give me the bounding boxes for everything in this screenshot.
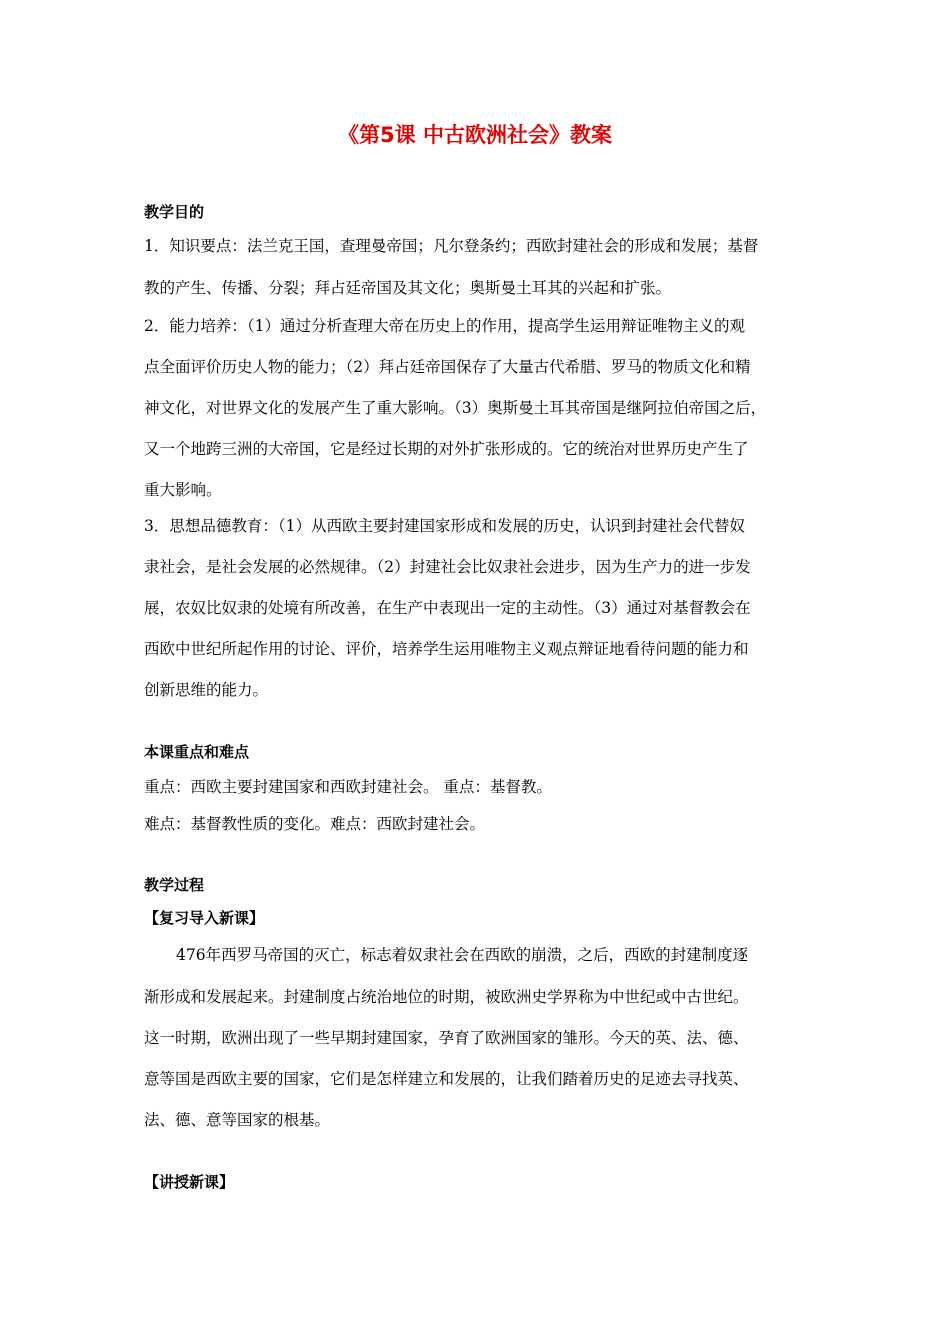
review-line: 这一时期，欧洲出现了一些早期封建国家，孕育了欧洲国家的雏形。今天的英、法、德、: [144, 1029, 749, 1047]
objectives-line: 3．思想品德教育：（1）从西欧主要封建国家形成和发展的历史，认识到封建社会代替奴: [144, 517, 745, 535]
keypoints-line: 难点：基督教性质的变化。难点：西欧封建社会。: [144, 815, 486, 833]
objectives-heading: 教学目的: [144, 203, 205, 221]
objectives-line: 神文化，对世界文化的发展产生了重大影响。（3）奥斯曼土耳其帝国是继阿拉伯帝国之后，: [144, 399, 767, 417]
objectives-line: 1．知识要点：法兰克王国，查理曼帝国；凡尔登条约；西欧封建社会的形成和发展；基督: [144, 237, 759, 255]
objectives-line: 教的产生、传播、分裂；拜占廷帝国及其文化；奥斯曼土耳其的兴起和扩张。: [144, 279, 672, 297]
objectives-line: 西欧中世纪所起作用的讨论、评价，培养学生运用唯物主义观点辩证地看待问题的能力和: [144, 640, 749, 658]
review-line: 476年西罗马帝国的灭亡，标志着奴隶社会在西欧的崩溃，之后，西欧的封建制度逐: [176, 946, 749, 964]
objectives-line: 创新思维的能力。: [144, 681, 269, 699]
lecture-heading: 【讲授新课】: [144, 1173, 235, 1191]
review-line: 法、德、意等国家的根基。: [144, 1111, 331, 1129]
objectives-line: 重大影响。: [144, 481, 222, 499]
objectives-line: 展，农奴比奴隶的处境有所改善，在生产中表现出一定的主动性。（3）通过对基督教会在: [144, 599, 751, 617]
process-heading: 教学过程: [144, 876, 205, 894]
review-line: 渐形成和发展起来。封建制度占统治地位的时期，被欧洲史学界称为中世纪或中古世纪。: [144, 988, 749, 1006]
document-title: 《第5课 中古欧洲社会》教案: [338, 123, 612, 147]
review-line: 意等国是西欧主要的国家，它们是怎样建立和发展的，让我们踏着历史的足迹去寻找英、: [144, 1070, 749, 1088]
keypoints-line: 重点：西欧主要封建国家和西欧封建社会。 重点：基督教。: [144, 778, 552, 796]
objectives-line: 点全面评价历史人物的能力；（2）拜占廷帝国保存了大量古代希腊、罗马的物质文化和精: [144, 358, 751, 376]
objectives-line: 2．能力培养：（1）通过分析查理大帝在历史上的作用，提高学生运用辩证唯物主义的观: [144, 317, 745, 335]
objectives-line: 又一个地跨三洲的大帝国，它是经过长期的对外扩张形成的。它的统治对世界历史产生了: [144, 440, 749, 458]
keypoints-heading: 本课重点和难点: [144, 743, 250, 761]
review-heading: 【复习导入新课】: [144, 909, 265, 927]
objectives-line: 隶社会，是社会发展的必然规律。（2）封建社会比奴隶社会进步，因为生产力的进一步发: [144, 558, 751, 576]
